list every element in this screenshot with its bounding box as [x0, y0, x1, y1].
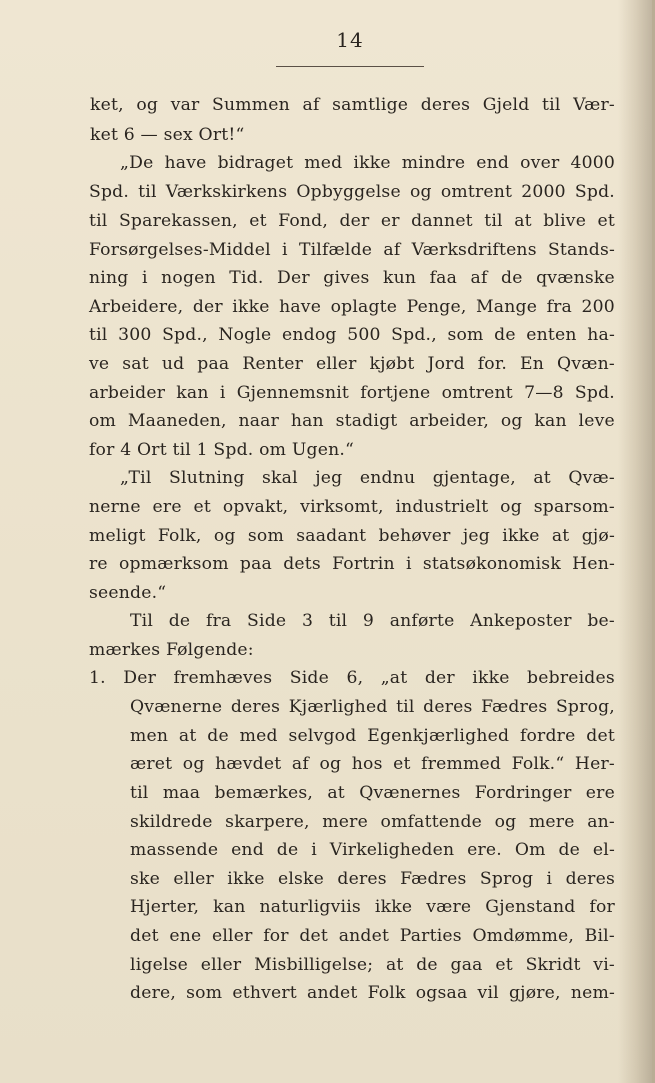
- text-line: om Maaneden, naar han stadigt arbeider, og kan leve: [89, 411, 615, 431]
- text-line: re opmærksom paa dets Fortrin i statsøkonomisk Hen-: [89, 554, 615, 574]
- text-line: for 4 Ort til 1 Spd. om Ugen.“: [89, 440, 355, 460]
- text-line: Spd. til Værkskirkens Opbyggelse og omtrent 2000 Spd.: [89, 182, 615, 202]
- text-line: dere, som ethvert andet Folk ogsaa vil gjøre, nem-: [130, 983, 615, 1003]
- text-line: skildrede skarpere, mere omfattende og mere an-: [130, 812, 615, 832]
- text-line: men at de med selvgod Egenkjærlighed fordre det: [130, 726, 615, 746]
- text-line: seende.“: [89, 583, 167, 603]
- text-line: ske eller ikke elske deres Fædres Sprog i deres: [130, 869, 615, 889]
- text-line: æret og hævdet af og hos et fremmed Folk.“ Her-: [130, 754, 615, 774]
- text-line: Qvænerne deres Kjærlighed til deres Fædres Sprog,: [130, 697, 615, 717]
- text-line: Forsørgelses-Middel i Tilfælde af Værksdriftens Stands-: [89, 240, 615, 260]
- text-line: ket 6 — sex Ort!“: [90, 125, 245, 145]
- text-line: ve sat ud paa Renter eller kjøbt Jord for. En Qvæn-: [89, 354, 615, 374]
- text-line: „Til Slutning skal jeg endnu gjentage, at Qvæ-: [120, 468, 615, 488]
- text-line: massende end de i Virkeligheden ere. Om de el-: [130, 840, 615, 860]
- text-line: Hjerter, kan naturligviis ikke være Gjenstand for: [130, 897, 615, 917]
- header-rule: [276, 66, 424, 67]
- text-line: Arbeidere, der ikke have oplagte Penge, Mange fra 200: [89, 297, 615, 317]
- text-line: til 300 Spd., Nogle endog 500 Spd., som de enten ha-: [89, 325, 615, 345]
- text-line: nerne ere et opvakt, virksomt, industrielt og sparsom-: [89, 497, 615, 517]
- text-line: 1. Der fremhæves Side 6, „at der ikke bebreides: [89, 668, 615, 688]
- text-line: til maa bemærkes, at Qvænernes Fordringer ere: [130, 783, 615, 803]
- text-line: til Sparekassen, et Fond, der er dannet til at blive et: [89, 211, 615, 231]
- text-line: mærkes Følgende:: [89, 640, 254, 660]
- text-line: „De have bidraget med ikke mindre end over 4000: [120, 153, 615, 173]
- text-line: Til de fra Side 3 til 9 anførte Ankeposter be-: [130, 611, 615, 631]
- page-number: 14: [336, 28, 364, 52]
- text-line: ning i nogen Tid. Der gives kun faa af de qvænske: [89, 268, 615, 288]
- text-line: det ene eller for det andet Parties Omdømme, Bil-: [130, 926, 615, 946]
- text-line: arbeider kan i Gjennemsnit fortjene omtrent 7—8 Spd.: [89, 383, 615, 403]
- text-line: ligelse eller Misbilligelse; at de gaa et Skridt vi-: [130, 955, 615, 975]
- text-line: meligt Folk, og som saadant behøver jeg ikke at gjø-: [89, 526, 615, 546]
- text-line: ket, og var Summen af samtlige deres Gjeld til Vær-: [90, 95, 615, 115]
